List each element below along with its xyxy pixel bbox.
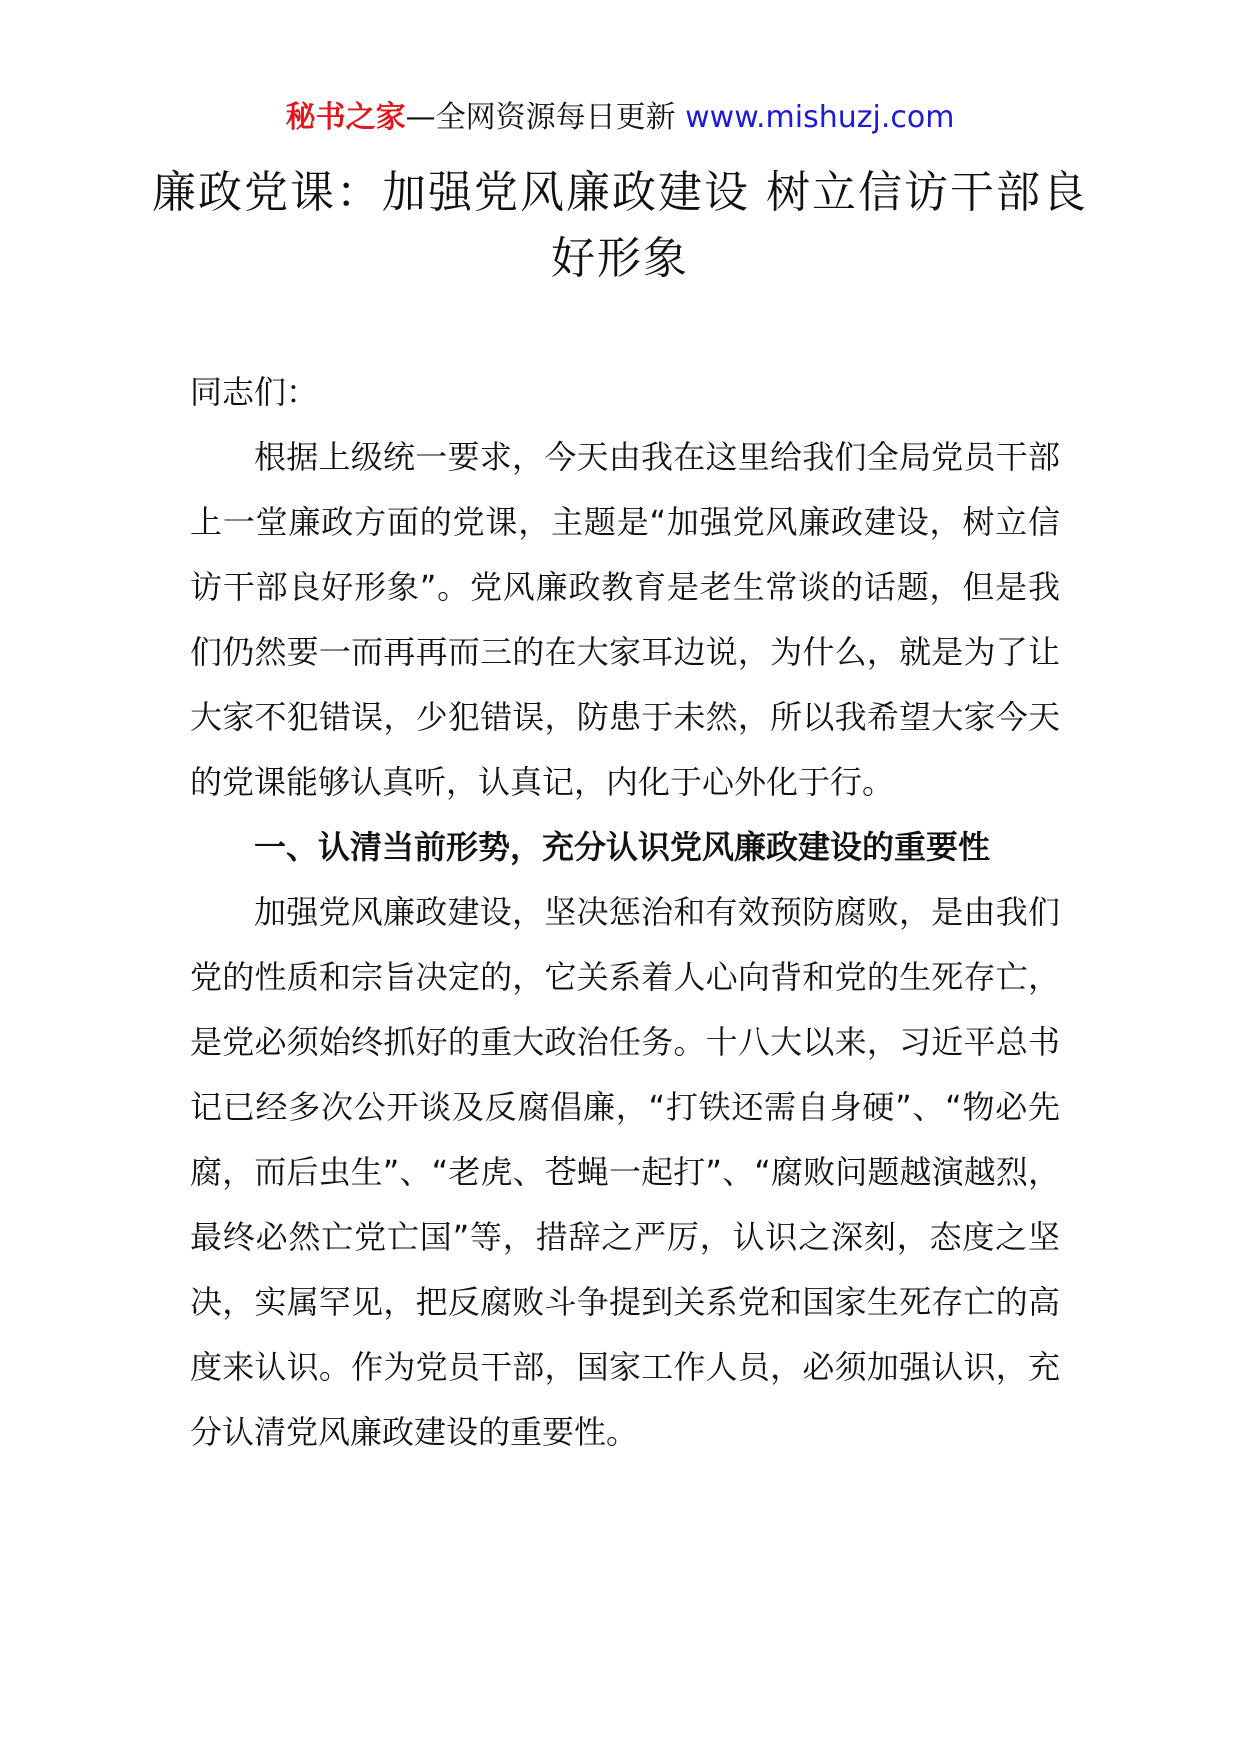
site-brand: 秘书之家	[285, 100, 406, 135]
site-tagline: —全网资源每日更新	[405, 100, 686, 135]
site-header	[0, 98, 1240, 138]
document-body	[190, 360, 1060, 1465]
section-heading: 一、认清当前形势，充分认识党风廉政建设的重要性	[254, 828, 991, 866]
site-url[interactable]: www.mishuzj.com	[685, 100, 955, 135]
salutation: 同志们：	[190, 373, 319, 411]
section-paragraph: 加强党风廉政建设，坚决惩治和有效预防腐败，是由我们党的性质和宗旨决定的，它关系着人心向背和党的生死存亡，是党必须始终抓好的重大政治任务。十八大以来，习近平总书记已经多次公开谈及反腐倡廉，“打铁还需自身硬”、“物必先腐，而后虫生”、“老虎、苍蝇一起打”、“腐败问题越演越烈，最终必然亡党亡国”等，措辞之严厉，认识之深刻，态度之坚决，实属罕见，把反腐败斗争提到关系党和国家生死存亡的高度来认识。作为党员干部，国家工作人员，必须加强认识，充分认清党风廉政建设的重要性。	[190, 893, 1060, 1451]
document-title: 廉政党课：加强党风廉政建设 树立信访干部良好形象	[152, 167, 1088, 284]
intro-paragraph: 根据上级统一要求，今天由我在这里给我们全局党员干部上一堂廉政方面的党课，主题是“加强党风廉政建设，树立信访干部良好形象”。党风廉政教育是老生常谈的话题，但是我们仍然要一而再再而三的在大家耳边说，为什么，就是为了让大家不犯错误，少犯错误，防患于未然，所以我希望大家今天的党课能够认真听，认真记，内化于心外化于行。	[190, 438, 1060, 801]
